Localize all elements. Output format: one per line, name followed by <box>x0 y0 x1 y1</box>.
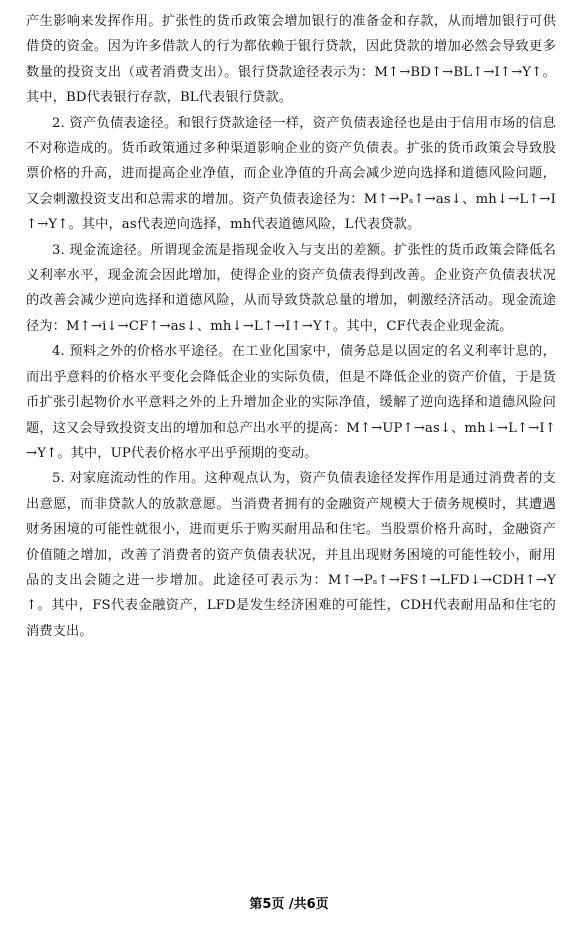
paragraph-bank-loan-continued: 产生影响来发挥作用。扩张性的货币政策会增加银行的准备金和存款，从而增加银行可供借贷的资金。因为许多借款人的行为都依赖于银行贷款，因此贷款的增加必然会导致更多数量的投资支出（或者消费支出）。银行贷款途径表示为：M↑→BD↑→BL↑→I↑→Y↑。其中，BD代表银行存款，BL代表银行贷款。 <box>26 14 556 106</box>
paragraph-unanticipated-price: 4. 预料之外的价格水平途径。在工业化国家中，债务总是以固定的名义利率计息的，而出乎意料的价格水平变化会降低企业的实际负债，但是不降低企业的资产价值，于是货币扩张引起物价水平意料之外的上升增加企业的实际净值，缓解了逆向选择和道德风险问题，这又会导致投资支出的增加和总产出水平的提高：M↑→UP↑→as↓、mh↓→L↑→I↑→Y↑。其中，UP代表价格水平出乎预期的变动。 <box>26 344 556 461</box>
page-number-footer: 第5页 /共6页 <box>249 897 329 912</box>
paragraph-cash-flow: 3. 现金流途径。所谓现金流是指现金收入与支出的差额。扩张性的货币政策会降低名义利率水平，现金流会因此增加，使得企业的资产负债表得到改善。企业资产负债表状况的改善会减少逆向选择和道德风险，从而导致贷款总量的增加，刺激经济活动。现金流途径为：M↑→i↓→CF↑→as↓、mh↓→L↑→I↑→Y↑。其中，CF代表企业现金流。 <box>26 242 556 334</box>
paragraph-balance-sheet: 2. 资产负债表途径。和银行贷款途径一样，资产负债表途径也是由于信用市场的信息不对称造成的。货币政策通过多种渠道影响企业的资产负债表。扩张的货币政策会导致股票价格的升高，进而提高企业净值，而企业净值的升高会减少逆向选择和道德风险问题，又会刺激投资支出和总需求的增加。资产负债表途径为：M↑→Pₛ↑→as↓、mh↓→L↑→I↑→Y↑。其中，as代表逆向选择，mh代表道德风险，L代表贷款。 <box>26 115 556 233</box>
paragraph-household-liquidity: 5. 对家庭流动性的作用。这种观点认为，资产负债表途径发挥作用是通过消费者的支出意愿，而非贷款人的放款意愿。当消费者拥有的金融资产规模大于债务规模时，其遭遇财务困境的可能性就很小，进而更乐于购买耐用品和住宅。当股票价格升高时，金融资产价值随之增加，改善了消费者的资产负债表状况，并且出现财务困境的可能性较小，耐用品的支出会随之进一步增加。此途径可表示为：M↑→Pₛ↑→FS↑→LFD↓→CDH↑→Y↑。其中，FS代表金融资产，LFD是发生经济困难的可能性，CDH代表耐用品和住宅的消费支出。 <box>26 471 556 639</box>
